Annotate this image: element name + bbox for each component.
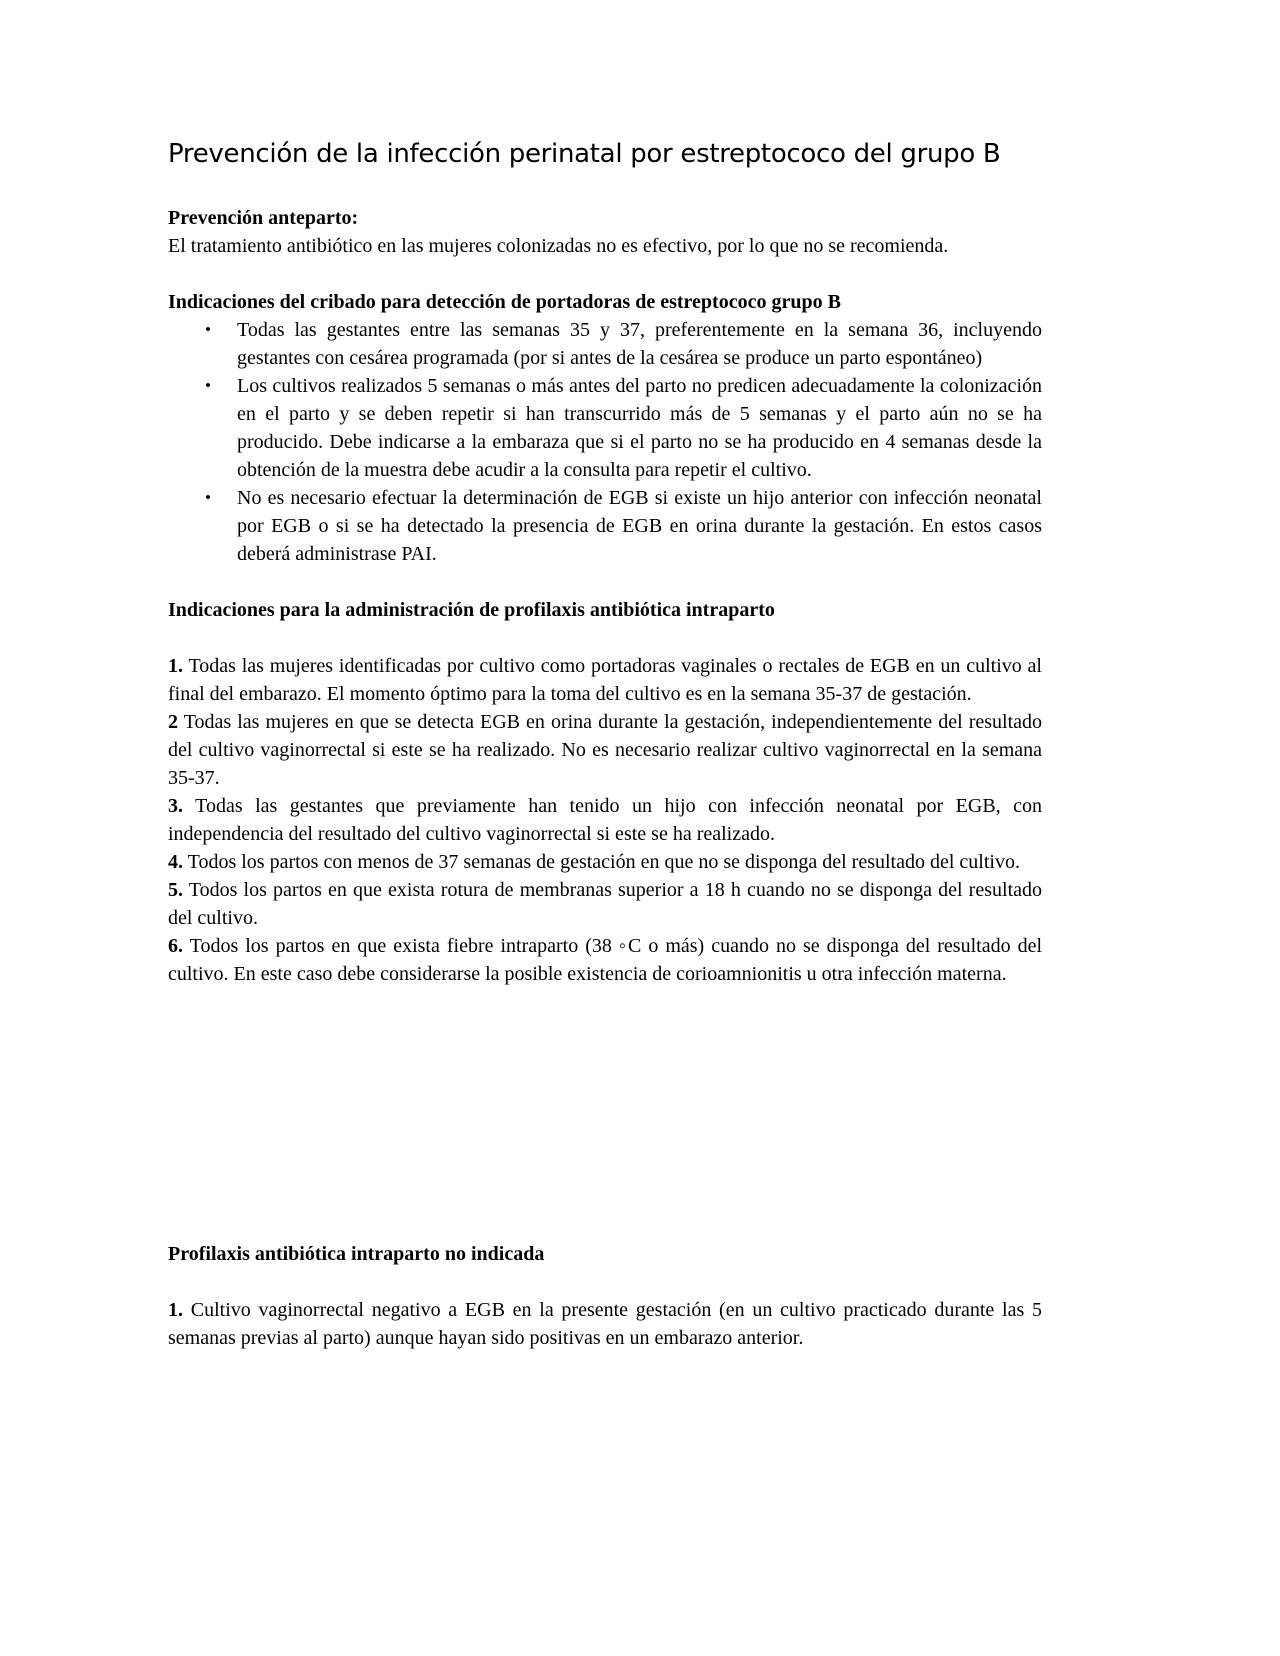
numbered-item	[168, 652, 1042, 708]
numbered-item	[168, 848, 1042, 876]
heading-profilaxis-indicada: Indicaciones para la administración de profilaxis antibiótica intraparto	[168, 599, 775, 621]
document-title: Prevención de la infección perinatal por estreptococo del grupo B	[168, 139, 1001, 169]
numbered-item	[168, 792, 1042, 848]
heading-profilaxis-no-indicada: Profilaxis antibiótica intraparto no indicada	[168, 1243, 545, 1265]
numbered-item	[168, 1296, 1042, 1352]
profilaxis-no-indicada-items	[168, 1296, 1042, 1352]
item-number: 1.	[168, 655, 183, 677]
item-number: 2	[168, 711, 178, 733]
bullet-item	[168, 484, 1042, 568]
bullet-marker-icon: •	[205, 376, 211, 395]
heading-prevencion-anteparto: Prevención anteparto:	[168, 207, 359, 229]
item-text: Cultivo vaginorrectal negativo a EGB en la presente gestación (en un cultivo practicado durante las 5 semanas previas al parto) aunque hayan sido positivas en un embarazo anterior.	[168, 1299, 1042, 1349]
numbered-item	[168, 876, 1042, 932]
item-number: 4.	[168, 851, 183, 873]
item-text: Todas las mujeres en que se detecta EGB en orina durante la gestación, independientemente del resultado del cultivo vaginorrectal si este se ha realizado. No es necesario realizar cultivo vaginorrectal en la semana 35-37.	[168, 711, 1043, 789]
heading-indicaciones-cribado: Indicaciones del cribado para detección de portadoras de estreptococo grupo B	[168, 291, 841, 313]
bullet-marker-icon: •	[205, 488, 211, 507]
cribado-bullet-list	[168, 316, 1042, 568]
item-text: Todos los partos en que exista rotura de membranas superior a 18 h cuando no se disponga del resultado del cultivo.	[168, 879, 1042, 929]
bullet-text: Todas las gestantes entre las semanas 35 y 37, preferentemente en la semana 36, incluyendo gestantes con cesárea programada (por si antes de la cesárea se produce un parto espontáneo)	[237, 319, 1042, 369]
item-number: 3.	[168, 795, 183, 817]
numbered-item	[168, 932, 1042, 988]
item-text: Todas las mujeres identificadas por cultivo como portadoras vaginales o rectales de EGB en un cultivo al final del embarazo. El momento óptimo para la toma del cultivo es en la semana 35-37 de gestación.	[168, 655, 1042, 705]
item-number: 1.	[168, 1299, 183, 1321]
bullet-item	[168, 316, 1042, 372]
item-number: 5.	[168, 879, 183, 901]
bullet-marker-icon: •	[205, 320, 211, 339]
profilaxis-indicada-items	[168, 652, 1042, 988]
item-number: 6.	[168, 935, 183, 957]
bullet-text: Los cultivos realizados 5 semanas o más antes del parto no predicen adecuadamente la colonización en el parto y se deben repetir si han transcurrido más de 5 semanas y el parto aún no se ha producido. Debe indicarse a la embaraza que si el parto no se ha producido en 4 semanas desde la obtención de la muestra debe acudir a la consulta para repetir el cultivo.	[237, 375, 1042, 481]
item-text: Todos los partos con menos de 37 semanas de gestación en que no se disponga del resultado del cultivo.	[187, 851, 1020, 873]
numbered-item	[168, 708, 1042, 792]
bullet-text: No es necesario efectuar la determinación de EGB si existe un hijo anterior con infección neonatal por EGB o si se ha detectado la presencia de EGB en orina durante la gestación. En estos casos deberá administrase PAI.	[237, 487, 1042, 565]
item-text: Todas las gestantes que previamente han tenido un hijo con infección neonatal por EGB, con independencia del resultado del cultivo vaginorrectal si este se ha realizado.	[168, 795, 1043, 845]
bullet-item	[168, 372, 1042, 484]
item-text: Todos los partos en que exista fiebre intraparto (38 ◦C o más) cuando no se disponga del resultado del cultivo. En este caso debe considerarse la posible existencia de corioamnionitis u otra infección materna.	[168, 935, 1043, 985]
paragraph-anteparto-body: El tratamiento antibiótico en las mujeres colonizadas no es efectivo, por lo que no se recomienda.	[168, 235, 949, 257]
